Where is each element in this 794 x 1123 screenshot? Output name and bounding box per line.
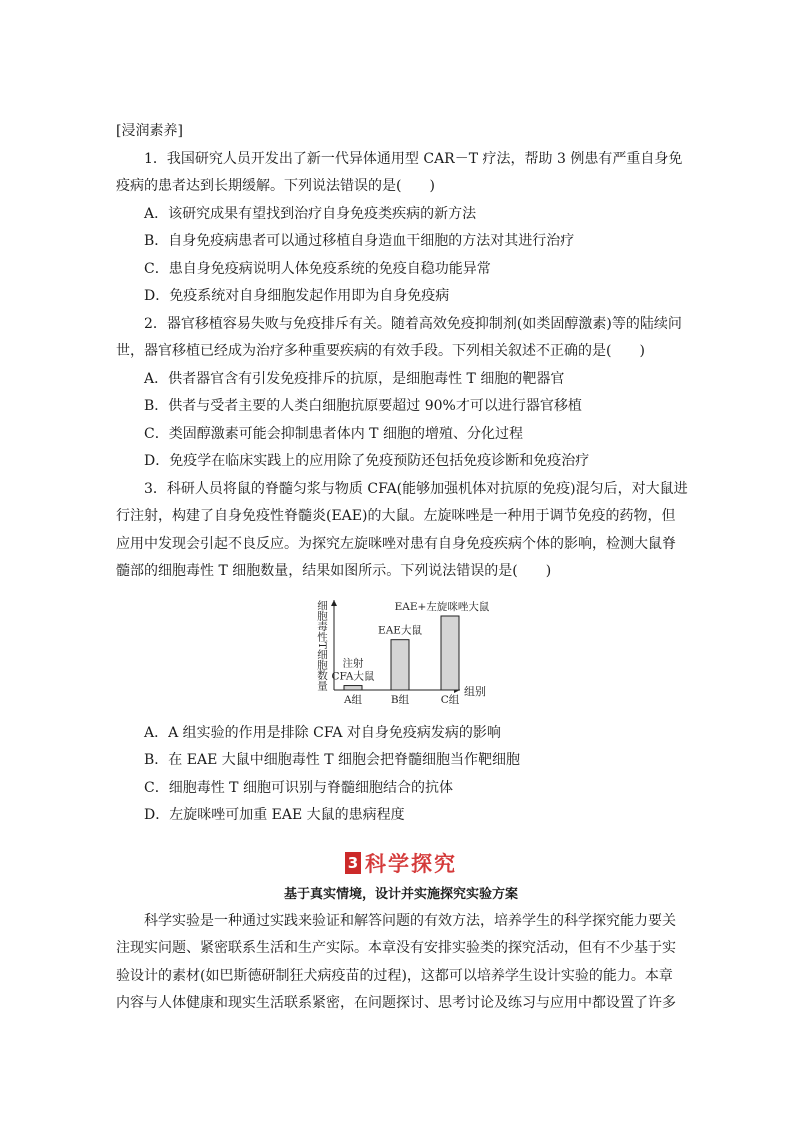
bar-label-2: EAE+左旋咪唑大鼠 xyxy=(394,600,490,613)
body-line: 注现实问题、紧密联系生活和生产实际。本章没有安排实验类的探究活动，但有不少基于实 xyxy=(116,940,676,956)
bar-chart xyxy=(116,596,686,714)
option-a: A．A 组实验的作用是排除 CFA 对自身免疫病发病的影响 xyxy=(144,724,501,741)
option-b: B．自身免疫病患者可以通过移植自身造血干细胞的方法对其进行治疗 xyxy=(144,233,575,249)
bar-2 xyxy=(441,616,459,690)
body-line: 验设计的素材(如巴斯德研制狂犬病疫苗的过程)，这都可以培养学生设计实验的能力。本章 xyxy=(116,967,673,984)
question-stem-line: 2．器官移植容易失败与免疫排斥有关。随着高效免疫抑制剂(如类固醇激素)等的陆续问 xyxy=(144,315,682,332)
bar-label-0: CFA大鼠 xyxy=(331,670,375,683)
tick-label-0: A组 xyxy=(343,693,363,706)
option-d: D．左旋咪唑可加重 EAE 大鼠的患病程度 xyxy=(144,807,405,823)
question-stem-line: 疫病的患者达到长期缓解。下列说法错误的是( ) xyxy=(116,178,435,194)
x-axis-label: 组别 xyxy=(464,684,486,698)
section-heading xyxy=(116,848,686,878)
option-c: C．类固醇激素可能会抑制患者体内 T 细胞的增殖、分化过程 xyxy=(144,425,523,442)
option-b: B．在 EAE 大鼠中细胞毒性 T 细胞会把脊髓细胞当作靶细胞 xyxy=(144,752,520,768)
option-d: D．免疫系统对自身细胞发起作用即为自身免疫病 xyxy=(144,288,450,304)
option-c: C．细胞毒性 T 细胞可识别与脊髓细胞结合的抗体 xyxy=(144,779,453,796)
question-3 xyxy=(116,476,686,830)
option-a: A．供者器官含有引发免疫排斥的抗原，是细胞毒性 T 细胞的靶器官 xyxy=(144,370,565,387)
y-axis-label: 细胞毒性T细胞数量 xyxy=(316,599,328,691)
tick-label-2: C组 xyxy=(440,693,460,706)
question-stem-line: 世，器官移植已经成为治疗多种重要疾病的有效手段。下列相关叙述不正确的是( ) xyxy=(116,343,645,359)
option-a: A．该研究成果有望找到治疗自身免疫类疾病的新方法 xyxy=(144,205,477,222)
body-line: 内容与人体健康和现实生活联系紧密，在问题探讨、思考讨论及练习与应用中都设置了许多 xyxy=(116,995,676,1011)
bar-label-0: 注射 xyxy=(342,657,364,670)
question-1 xyxy=(116,146,686,311)
page-content xyxy=(116,118,686,1018)
bar-0 xyxy=(344,685,362,689)
chart-svg xyxy=(310,596,520,714)
question-stem-line: 行注射，构建了自身免疫性脊髓炎(EAE)的大鼠。左旋咪唑是一种用于调节免疫的药物，但 xyxy=(116,508,676,524)
option-b: B．供者与受者主要的人类白细胞抗原要超过 90%才可以进行器官移植 xyxy=(144,398,582,414)
question-stem-line: 3．科研人员将鼠的脊髓匀浆与物质 CFA(能够加强机体对抗原的免疫)混匀后，对大鼠进 xyxy=(144,480,688,497)
body-line: 科学实验是一种通过实践来验证和解答问题的有效方法，培养学生的科学探究能力要关 xyxy=(144,912,676,929)
section-number-badge: 3 xyxy=(345,852,361,874)
bar-label-1: EAE大鼠 xyxy=(378,624,422,637)
question-stem-line: 髓部的细胞毒性 T 细胞数量，结果如图所示。下列说法错误的是( ) xyxy=(116,563,552,579)
tick-label-1: B组 xyxy=(390,693,410,706)
section-label: [浸润素养] xyxy=(116,123,183,139)
section-title: 科学探究 xyxy=(365,850,457,876)
bar-1 xyxy=(391,639,409,689)
question-stem-line: 1．我国研究人员开发出了新一代异体通用型 CAR－T 疗法，帮助 3 例患有严重自身免 xyxy=(144,150,683,167)
question-stem-line: 应用中发现会引起不良反应。为探究左旋咪唑对患有自身免疫疾病个体的影响，检测大鼠脊 xyxy=(116,535,676,552)
y-axis-arrow xyxy=(331,600,337,606)
option-d: D．免疫学在临床实践上的应用除了免疫预防还包括免疫诊断和免疫治疗 xyxy=(144,453,590,469)
question-2 xyxy=(116,311,686,476)
option-c: C．患自身免疫病说明人体免疫系统的免疫自稳功能异常 xyxy=(144,260,491,277)
section-subtitle: 基于真实情境，设计并实施探究实验方案 xyxy=(283,886,518,902)
